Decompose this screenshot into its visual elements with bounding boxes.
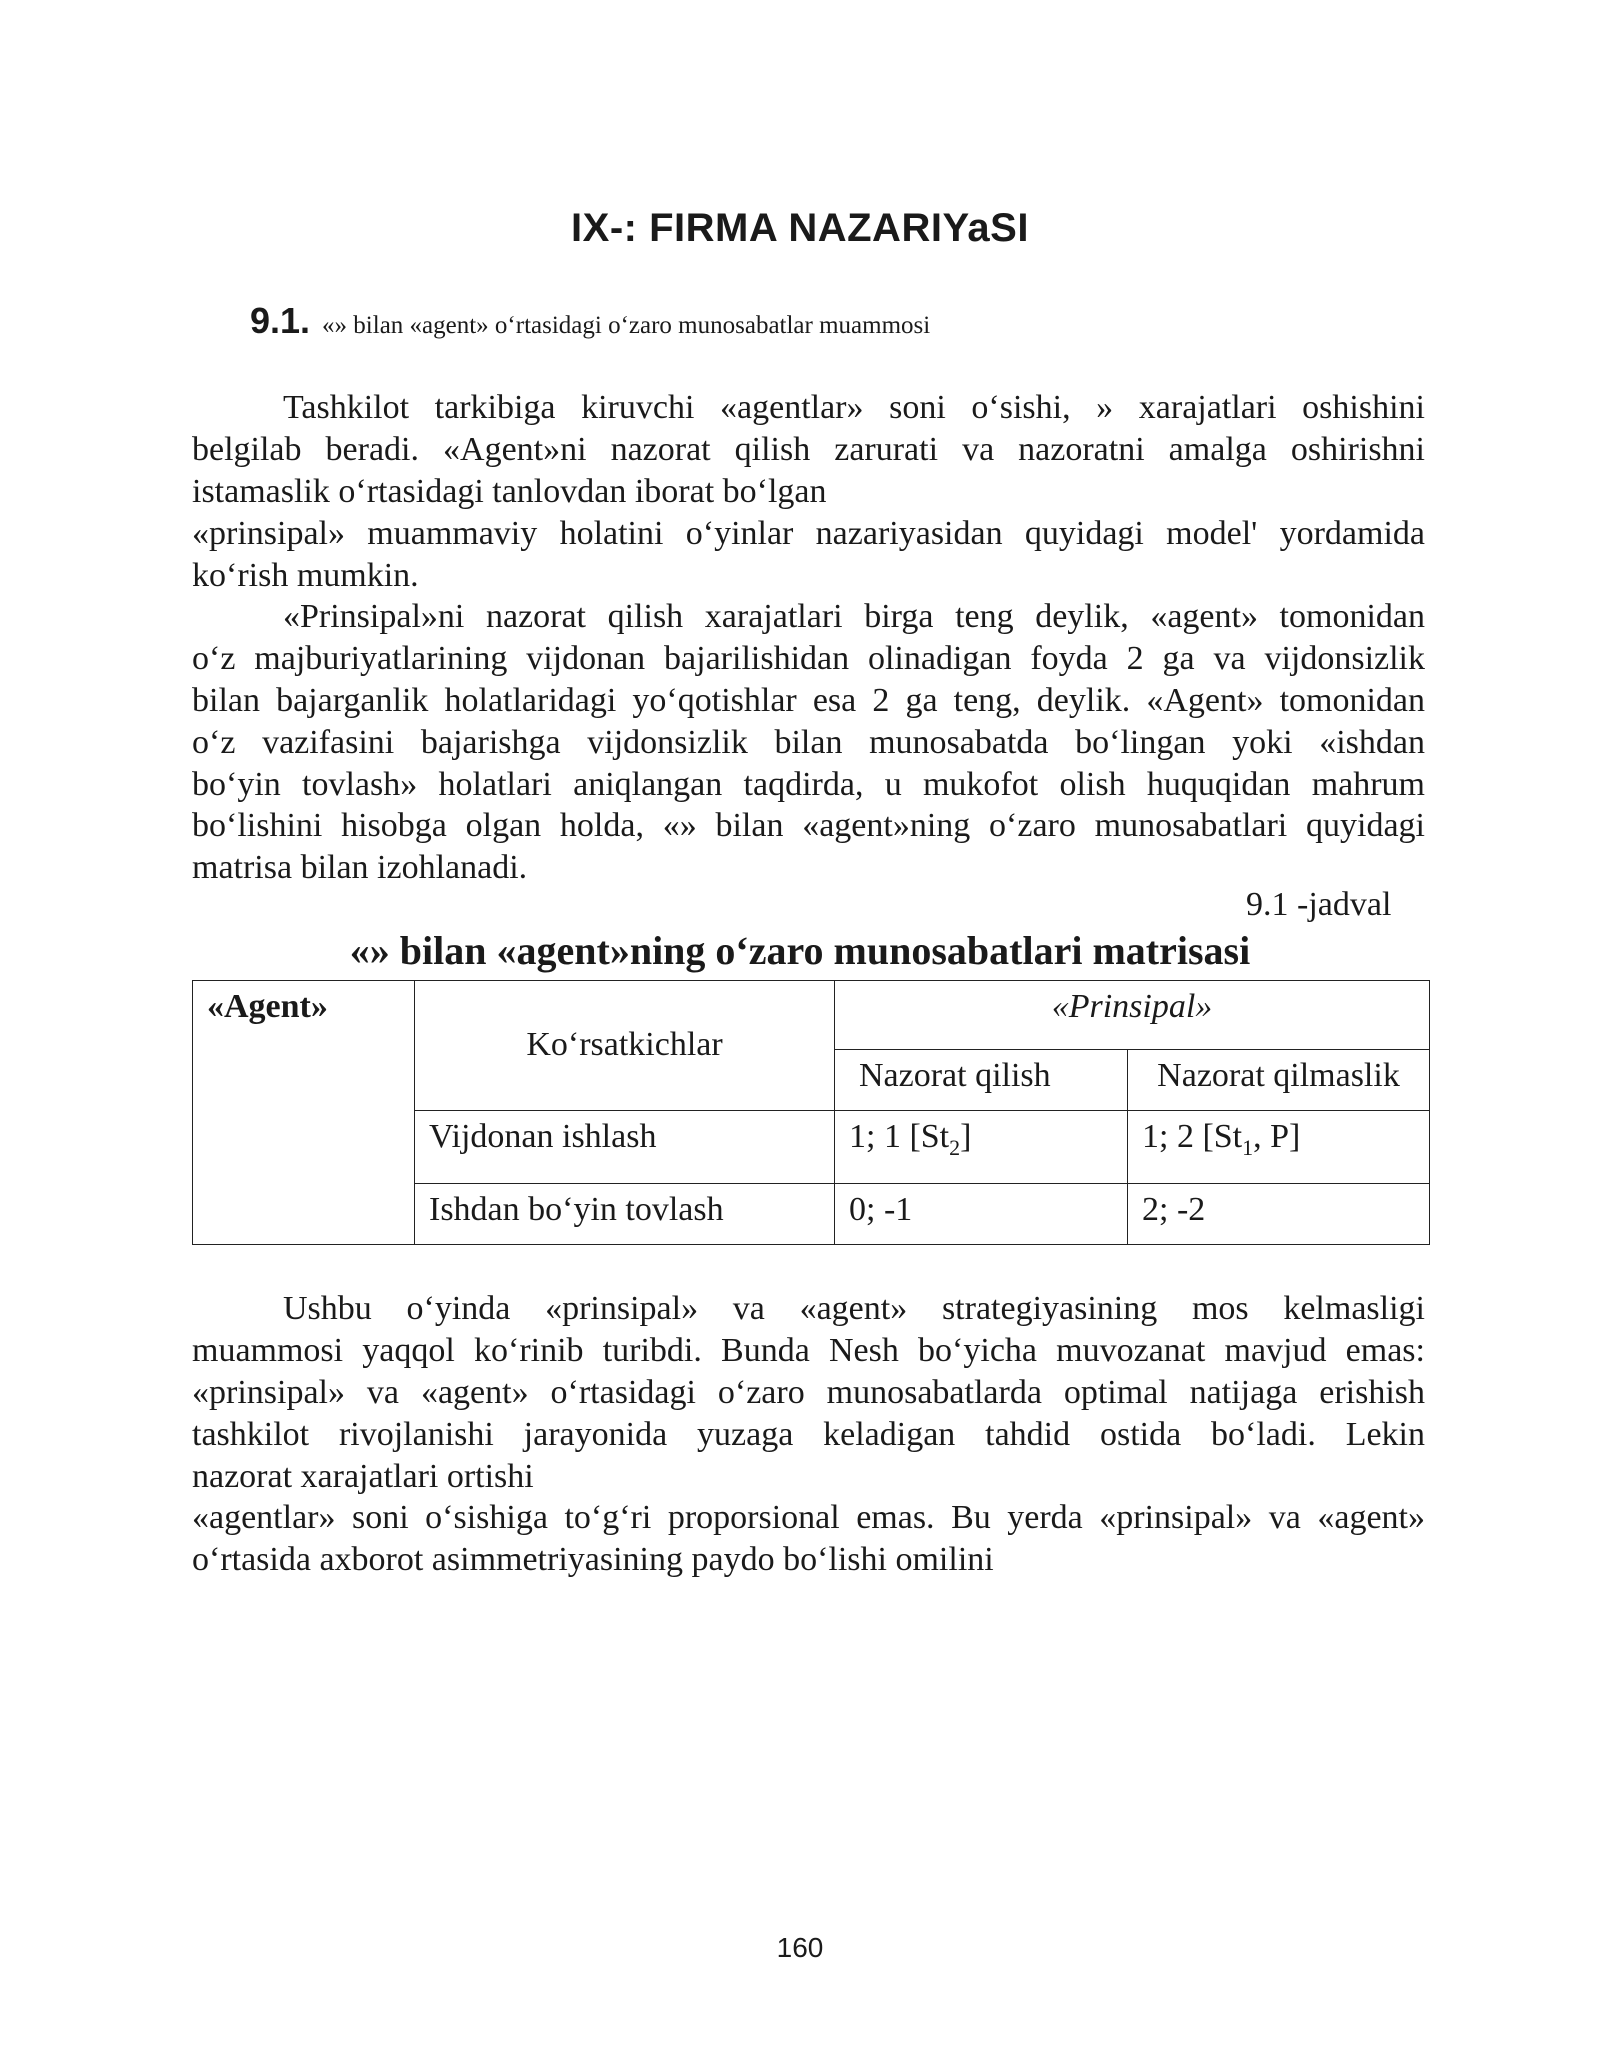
text-line: muammosi yaqqol ko‘rinib turibdi. Bunda Nesh bo‘yicha muvozanat mavjud emas: [192, 1331, 1425, 1369]
agent-header-cell: «Agent» [193, 981, 415, 1245]
payoff-matrix-table [192, 980, 1430, 1245]
paragraph-3 [192, 1288, 1425, 1581]
text-line: nazorat xarajatlari ortishi [192, 1457, 534, 1495]
payoff-value: 1; 2 [St [1142, 1117, 1243, 1155]
text-line: bo‘yin tovlash» holatlari aniqlangan taqdirda, u mukofot olish huquqidan mahrum [192, 765, 1425, 803]
control-header-cell: Nazorat qilish [835, 1050, 1128, 1111]
payoff-cell [1128, 1110, 1430, 1183]
paragraph-2 [192, 596, 1425, 889]
payoff-subscript: 2 [949, 1134, 961, 1160]
table-caption: 9.1 -jadval [1246, 886, 1392, 923]
payoff-subscript: 1 [1242, 1134, 1254, 1160]
row-label-cell: Ishdan bo‘yin tovlash [415, 1184, 835, 1245]
text-line: bo‘lishini hisobga olgan holda, «» bilan «agent»ning o‘zaro munosabatlari quyidagi [192, 807, 1425, 845]
text-line: o‘z majburiyatlarining vijdonan bajarilishidan olinadigan foyda 2 ga va vijdonsizlik [192, 639, 1425, 677]
text-line: bilan bajarganlik holatlaridagi yo‘qotishlar esa 2 ga teng, deylik. «Agent» tomonidan [192, 681, 1425, 719]
text-line: o‘z vazifasini bajarishga vijdonsizlik bilan munosabatda bo‘lingan yoki «ishdan [192, 723, 1425, 761]
section-heading [250, 300, 930, 342]
text-line: istamaslik o‘rtasidagi tanlovdan iborat bo‘lgan [192, 472, 827, 510]
table-title: «» bilan «agent»ning o‘zaro munosabatlari matrisasi [349, 928, 1251, 973]
principal-header-cell: «Prinsipal» [835, 981, 1430, 1050]
payoff-cell: 2; -2 [1128, 1184, 1430, 1245]
text-line: «prinsipal» va «agent» o‘rtasidagi o‘zaro munosabatlarda optimal natijaga erishish [192, 1373, 1425, 1411]
text-line: «agentlar» soni o‘sishiga to‘g‘ri proporsional emas. Bu yerda «prinsipal» va «agent» [192, 1499, 1425, 1537]
paragraph-1 [192, 387, 1425, 596]
text-line: Tashkilot tarkibiga kiruvchi «agentlar» soni o‘sishi, » xarajatlari oshishini [283, 389, 1425, 426]
payoff-cell: 0; -1 [835, 1184, 1128, 1245]
page-title: IX-: FIRMA NAZARIYaSI [571, 206, 1029, 250]
payoff-value-end: , P] [1253, 1117, 1301, 1155]
section-number: 9.1. [250, 300, 311, 341]
payoff-cell [835, 1110, 1128, 1183]
page-number: 160 [776, 1932, 824, 1963]
text-line: Ushbu o‘yinda «prinsipal» va «agent» strategiyasining mos kelmasligi [283, 1290, 1425, 1327]
table-header-row [193, 981, 1430, 1050]
text-line: matrisa bilan izohlanadi. [192, 849, 528, 887]
text-line: «Prinsipal»ni nazorat qilish xarajatlari birga teng deylik, «agent» tomonidan [283, 598, 1425, 635]
text-line: ko‘rish mumkin. [192, 556, 419, 594]
indicators-header-cell: Ko‘rsatkichlar [415, 981, 835, 1111]
payoff-value: 1; 1 [St [849, 1117, 950, 1155]
section-title: «» bilan «agent» o‘rtasidagi o‘zaro munosabatlar muammosi [322, 312, 931, 339]
text-line: belgilab beradi. «Agent»ni nazorat qilish zarurati va nazoratni amalga oshirishni [192, 430, 1425, 468]
text-line: o‘rtasida axborot asimmetriyasining paydo bo‘lishi omilini [192, 1541, 994, 1579]
payoff-value-end: ] [960, 1117, 972, 1155]
no-control-header-cell: Nazorat qilmaslik [1128, 1050, 1430, 1111]
row-label-cell: Vijdonan ishlash [415, 1110, 835, 1183]
text-line: tashkilot rivojlanishi jarayonida yuzaga keladigan tahdid ostida bo‘ladi. Lekin [192, 1415, 1425, 1453]
text-line: «prinsipal» muammaviy holatini o‘yinlar nazariyasidan quyidagi model' yordamida [192, 514, 1425, 552]
